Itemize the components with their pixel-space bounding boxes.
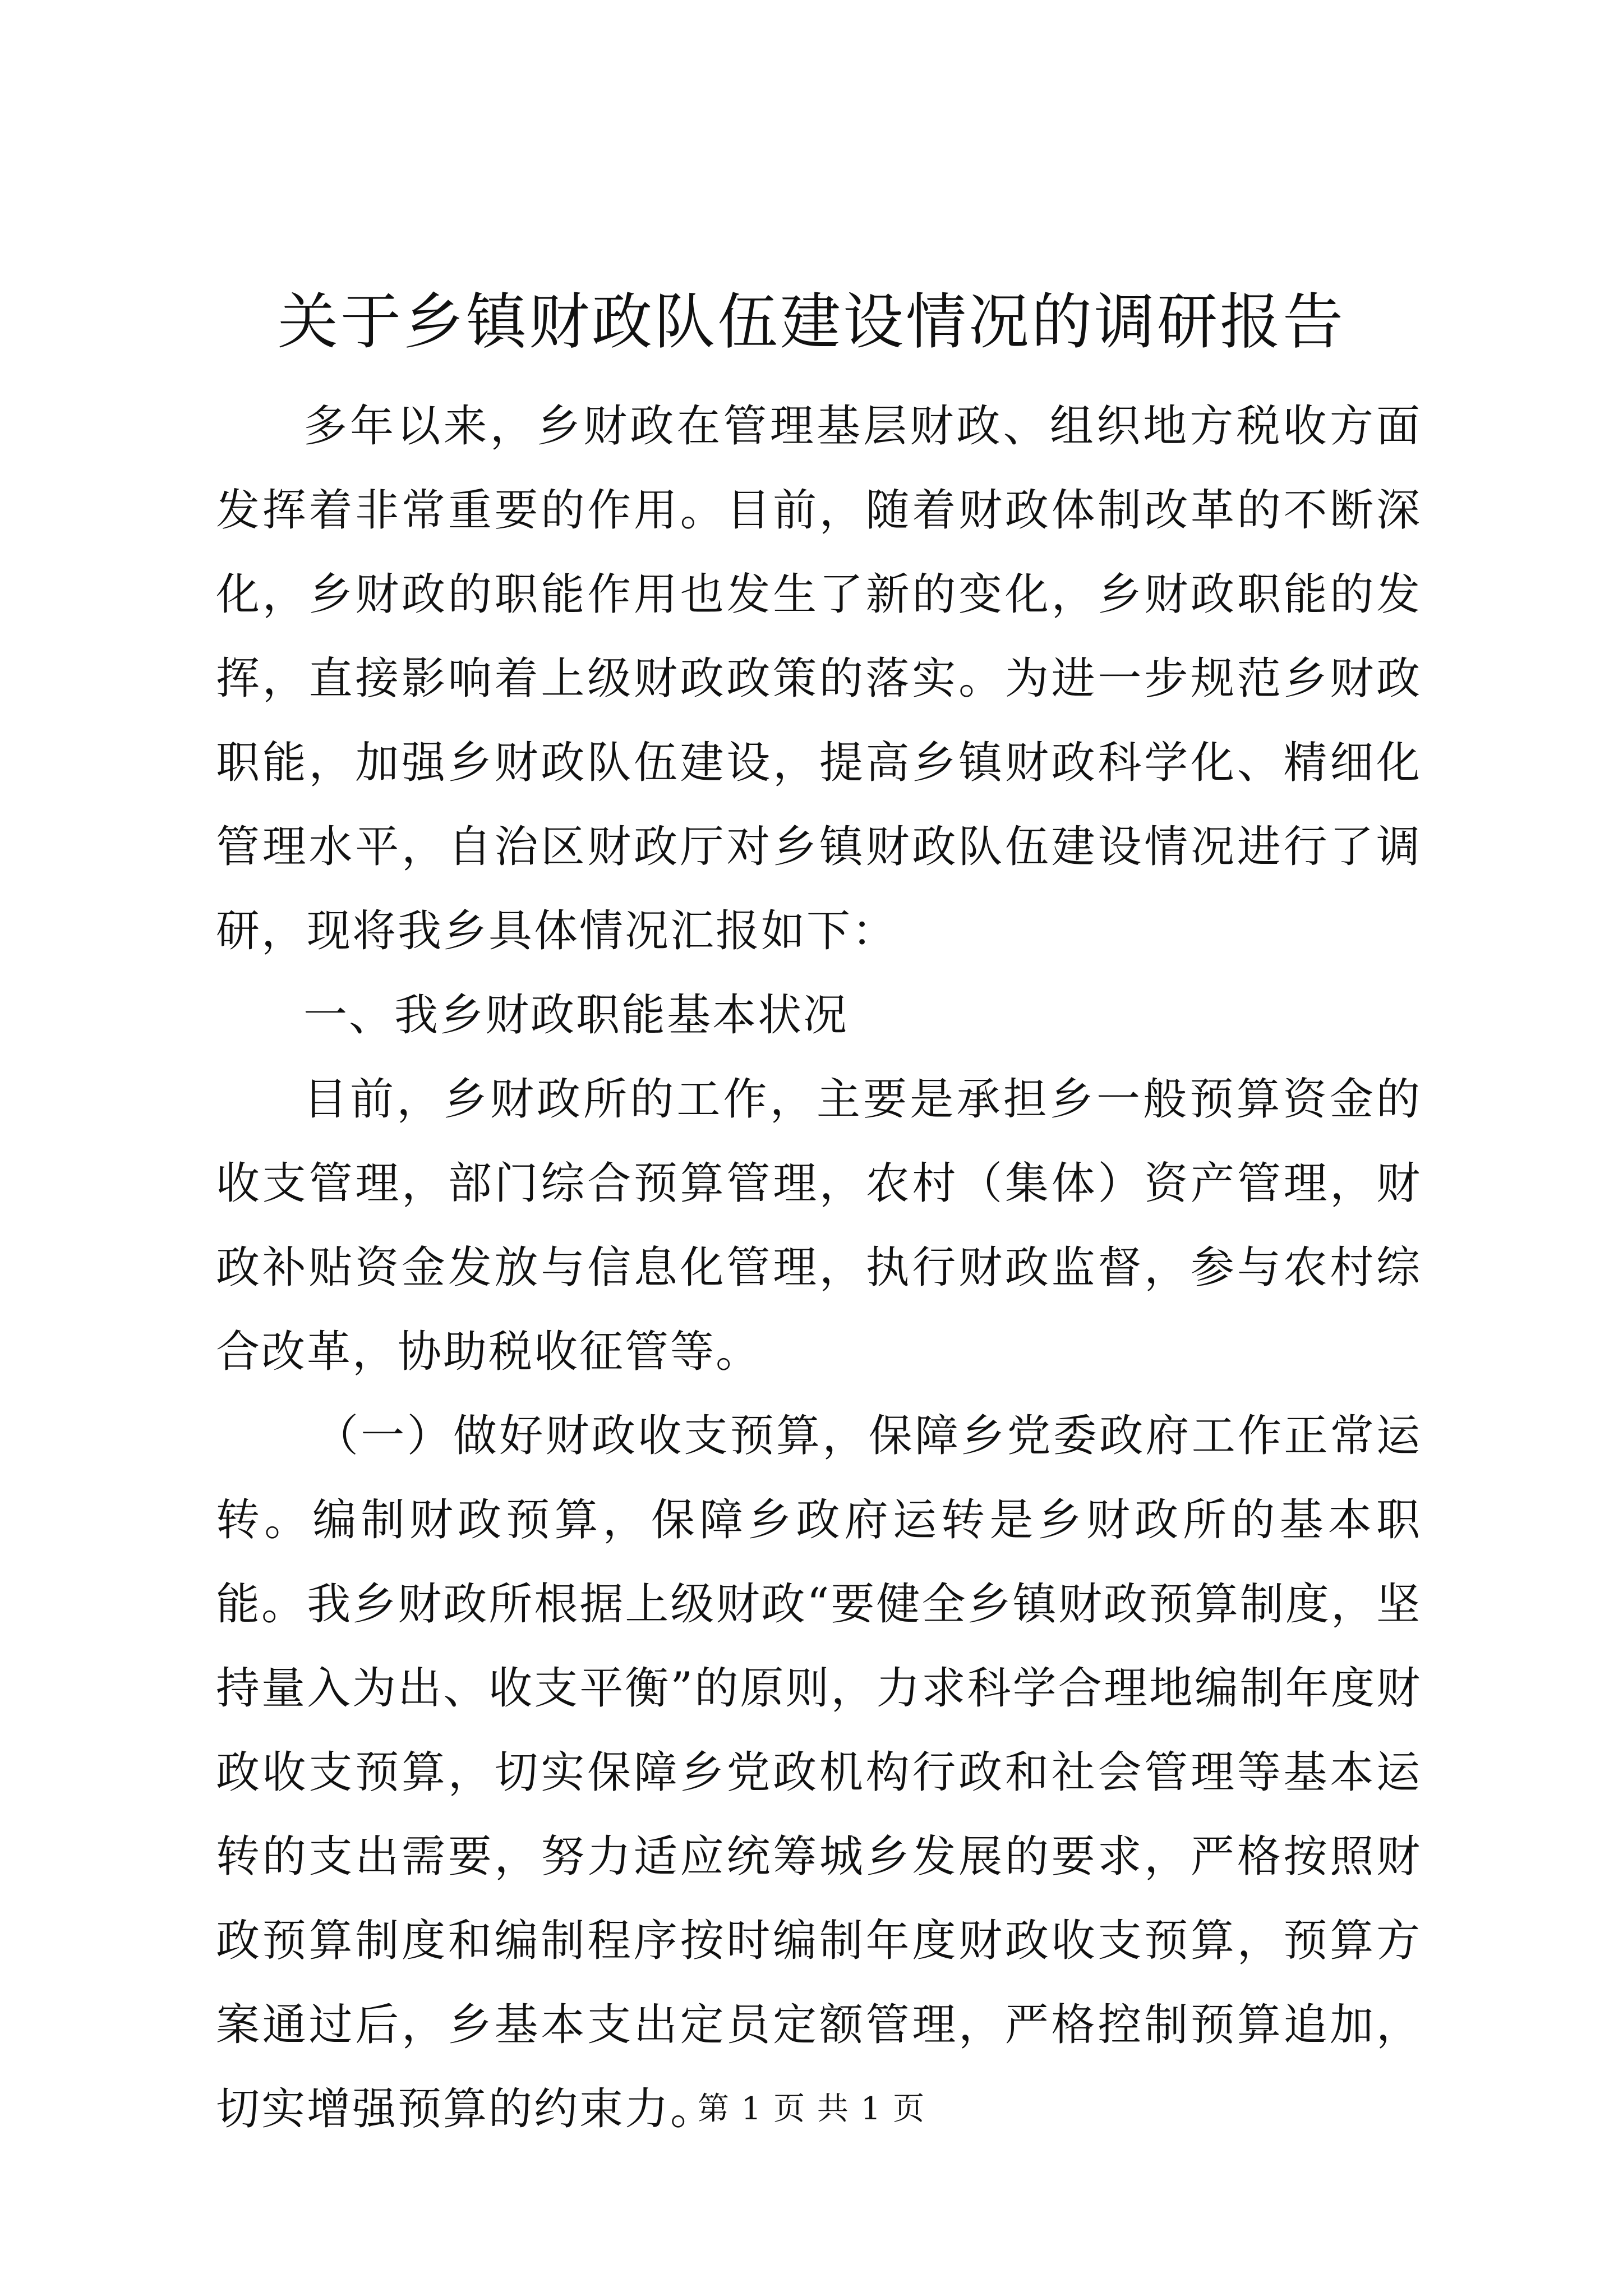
document-body <box>216 384 1422 2151</box>
document-title: 关于乡镇财政队伍建设情况的调研报告 <box>277 287 1345 357</box>
section-paragraph: 目前，乡财政所的工作，主要是承担乡一般预算资金的收支管理，部门综合预算管理，农村（集体）资产管理，财政补贴资金发放与信息化管理，执行财政监督，参与农村综合改革，协助税收征管等。 <box>216 1074 1422 1377</box>
intro-paragraph: 多年以来，乡财政在管理基层财政、组织地方税收方面发挥着非常重要的作用。目前，随着财政体制改革的不断深化，乡财政的职能作用也发生了新的变化，乡财政职能的发挥，直接影响着上级财政政策的落实。为进一步规范乡财政职能，加强乡财政队伍建设，提高乡镇财政科学化、精细化管理水平，自治区财政厅对乡镇财政队伍建设情况进行了调研，现将我乡具体情况汇报如下： <box>216 401 1422 956</box>
subsection-paragraph: （一）做好财政收支预算，保障乡党委政府工作正常运转。编制财政预算，保障乡政府运转是乡财政所的基本职能。我乡财政所根据上级财政“要健全乡镇财政预算制度，坚持量入为出、收支平衡”的原则，力求科学合理地编制年度财政收支预算，切实保障乡党政机构行政和社会管理等基本运转的支出需要，努力适应统筹城乡发展的要求，严格按照财政预算制度和编制程序按时编制年度财政收支预算，预算方案通过后，乡基本支出定员定额管理，严格控制预算追加，切实增强预算的约束力。 <box>216 1411 1422 2134</box>
section-heading: 一、我乡财政职能基本状况 <box>303 990 849 1041</box>
page-footer: 第 1 页 共 1 页 <box>697 2091 926 2127</box>
